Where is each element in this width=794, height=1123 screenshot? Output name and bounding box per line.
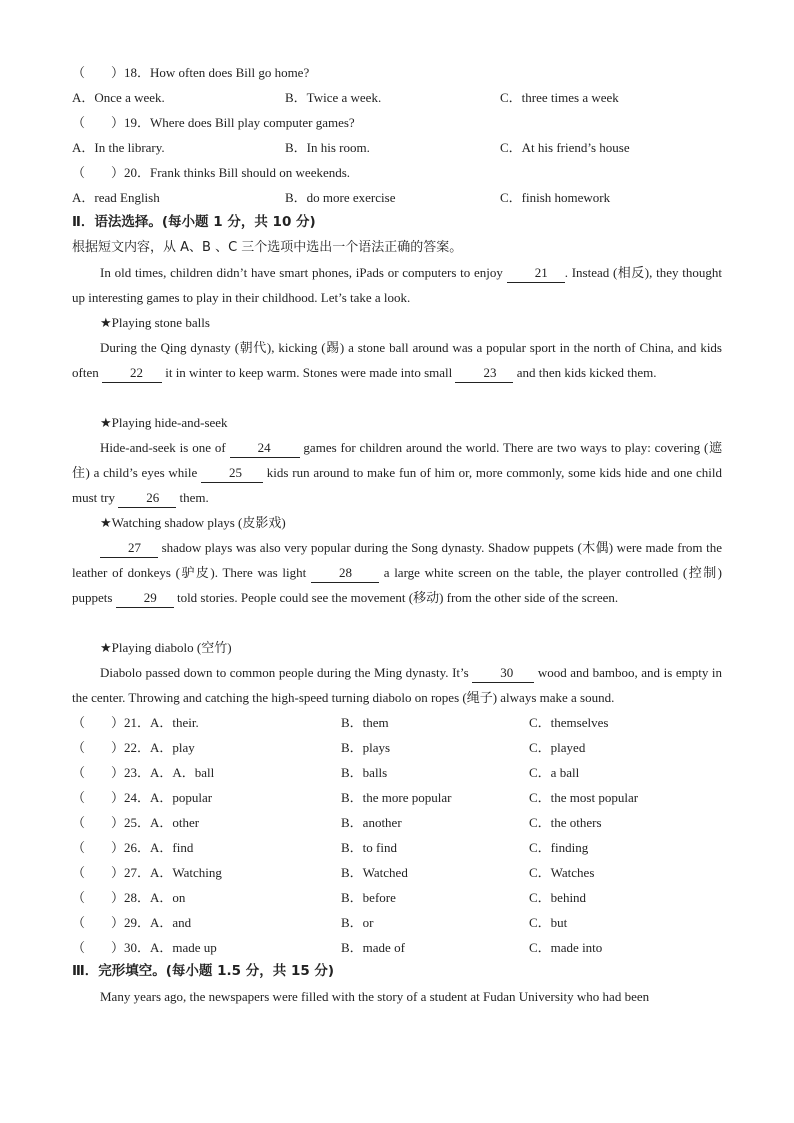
- question-stem: （ ）25．A．other: [72, 815, 200, 830]
- blank-27[interactable]: 27: [100, 539, 158, 558]
- question-stem: （ ）28．A．on: [72, 890, 186, 905]
- option-b: B．made of: [341, 940, 405, 955]
- option-c: C．made into: [529, 940, 603, 955]
- question-27: [72, 860, 722, 885]
- blank-23[interactable]: 23: [455, 364, 513, 383]
- subheading-shadow-plays: ★Watching shadow plays (皮影戏): [100, 515, 286, 530]
- option-b: B．Twice a week.: [285, 90, 382, 105]
- blank-29[interactable]: 29: [116, 589, 174, 608]
- question-stem: （ ）30．A．made up: [72, 940, 217, 955]
- option-b: B．before: [341, 890, 396, 905]
- option-c: C．finish homework: [500, 190, 611, 205]
- question-stem: （ ）20．Frank thinks Bill should on weekends.: [72, 165, 351, 180]
- question-19-options: [72, 135, 722, 160]
- option-b: B．them: [341, 715, 389, 730]
- option-a: A．Once a week.: [72, 90, 165, 105]
- blank-25[interactable]: 25: [201, 464, 263, 483]
- option-c: C．played: [529, 740, 586, 755]
- option-b: B．plays: [341, 740, 391, 755]
- subheading-hide-and-seek: ★Playing hide-and-seek: [100, 415, 228, 430]
- option-a: A．In the library.: [72, 140, 165, 155]
- option-c: C．three times a week: [500, 90, 619, 105]
- question-25: [72, 810, 722, 835]
- option-c: C．the others: [529, 815, 602, 830]
- question-stem: （ ）24．A．popular: [72, 790, 213, 805]
- question-stem: （ ）27．A．Watching: [72, 865, 222, 880]
- question-22: [72, 735, 722, 760]
- option-c: C．but: [529, 915, 568, 930]
- blank-21[interactable]: 21: [507, 264, 565, 283]
- cloze-passage: Many years ago, the newspapers were filled with the story of a student at Fudan University who had been: [100, 989, 650, 1004]
- question-29: [72, 910, 722, 935]
- question-stem: （ ）26．A．find: [72, 840, 194, 855]
- passage-diabolo: Diabolo passed down to common people during the Ming dynasty. It’s 30 wood and bamboo, and is empty in the center. Throwing and catching the high-speed turning diabolo on ropes (绳子) always make a sound.: [72, 665, 722, 705]
- option-c: C．Watches: [529, 865, 595, 880]
- question-30: [72, 935, 722, 960]
- question-stem: （ ）19．Where does Bill play computer games?: [72, 115, 355, 130]
- question-18-options: [72, 85, 722, 110]
- option-b: B．the more popular: [341, 790, 452, 805]
- section-2-instruction: 根据短文内容，从 A、B 、C 三个选项中选出一个语法正确的答案。: [72, 240, 463, 255]
- question-stem: （ ）29．A．and: [72, 915, 192, 930]
- question-23: [72, 760, 722, 785]
- option-b: B．balls: [341, 765, 388, 780]
- section-2-heading: Ⅱ．语法选择。(每小题 1 分，共 10 分): [72, 214, 316, 230]
- option-b: B．to find: [341, 840, 397, 855]
- subheading-diabolo: ★Playing diabolo (空竹): [100, 640, 232, 655]
- passage-hide-and-seek: Hide-and-seek is one of 24 games for children around the world. There are two ways to play: covering (遮住) a child’s eyes while 25 kids run around to make fun of him or, more commonly, some kids hide and one child must try 26 them.: [72, 435, 722, 510]
- option-c: C．behind: [529, 890, 587, 905]
- option-c: C．the most popular: [529, 790, 639, 805]
- question-26: [72, 835, 722, 860]
- option-b: B．In his room.: [285, 140, 370, 155]
- question-stem: （ ）23．A．A．ball: [72, 765, 215, 780]
- option-c: C．a ball: [529, 765, 580, 780]
- subheading-stone-balls: ★Playing stone balls: [100, 315, 210, 330]
- option-b: B．do more exercise: [285, 190, 396, 205]
- section-3-heading: Ⅲ．完形填空。(每小题 1.5 分，共 15 分): [72, 963, 335, 979]
- option-b: B．or: [341, 915, 374, 930]
- option-c: C．finding: [529, 840, 589, 855]
- question-21: [72, 710, 722, 735]
- question-18: [72, 60, 722, 85]
- question-stem: （ ）21．A．their.: [72, 715, 199, 730]
- option-c: C．themselves: [529, 715, 609, 730]
- option-c: C．At his friend’s house: [500, 140, 630, 155]
- blank-24[interactable]: 24: [230, 439, 300, 458]
- question-stem: （ ）18．How often does Bill go home?: [72, 65, 310, 80]
- option-a: A．read English: [72, 190, 160, 205]
- passage-stone-balls: During the Qing dynasty (朝代), kicking (踢) a stone ball around was a popular sport in the north of China, and kids often 22 it in winter to keep warm. Stones were made into small 23 and then kids kicked them.: [72, 335, 722, 385]
- question-19: [72, 110, 722, 135]
- question-24: [72, 785, 722, 810]
- passage-shadow-plays: 27 shadow plays was also very popular during the Song dynasty. Shadow puppets (木偶) were made from the leather of donkeys (驴皮). There was light 28 a large white screen on the table, the player controlled (控制) puppets 29 told stories. People could see the movement (移动) from the other side of the screen.: [72, 535, 722, 610]
- option-b: B．another: [341, 815, 402, 830]
- blank-28[interactable]: 28: [311, 564, 379, 583]
- question-stem: （ ）22．A．play: [72, 740, 195, 755]
- option-b: B．Watched: [341, 865, 408, 880]
- blank-26[interactable]: 26: [118, 489, 176, 508]
- question-28: [72, 885, 722, 910]
- question-20: [72, 160, 722, 185]
- blank-22[interactable]: 22: [102, 364, 162, 383]
- question-20-options: [72, 185, 722, 210]
- blank-30[interactable]: 30: [472, 664, 534, 683]
- passage-intro: In old times, children didn’t have smart phones, iPads or computers to enjoy 21 . Instead (相反), they thought up interesting games to play in their childhood. Let’s take a look.: [72, 265, 722, 305]
